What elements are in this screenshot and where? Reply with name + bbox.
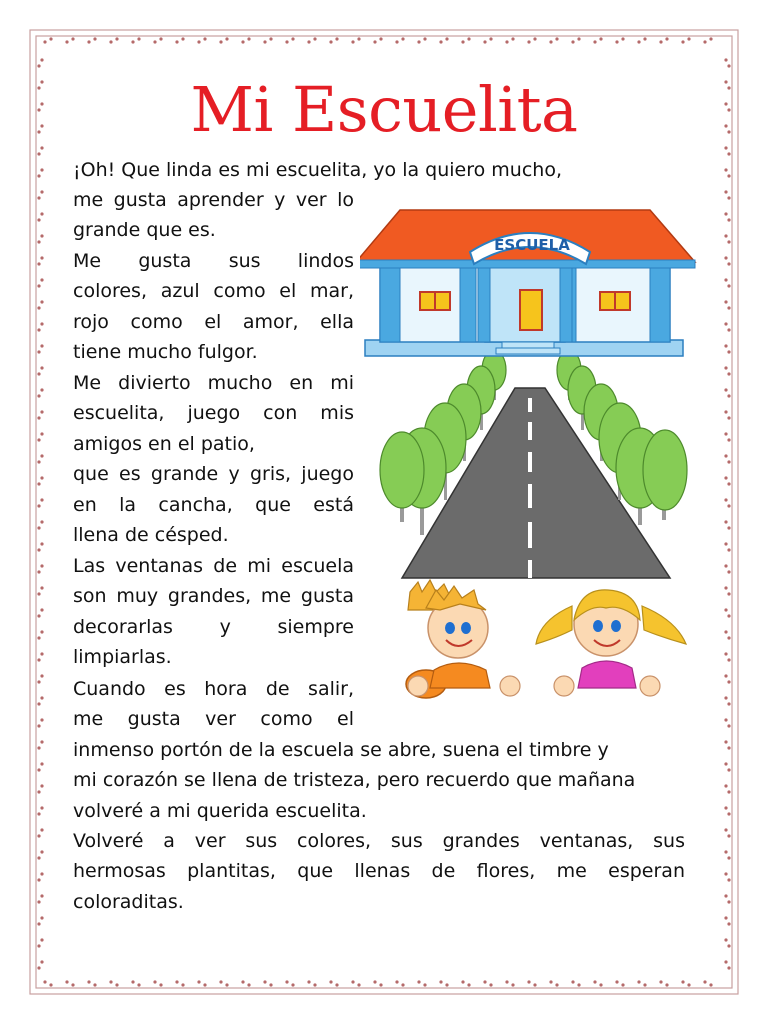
text-line: son muy grandes, me gusta — [73, 585, 354, 608]
paragraph-5 — [73, 674, 354, 735]
paragraph-3 — [73, 368, 354, 550]
text-line: Volveré a ver sus colores, sus grandes ventanas, sus — [73, 830, 685, 852]
text-line: inmenso portón de la escuela se abre, suena el timbre y — [73, 739, 609, 761]
text-line: decorarlas y siempre — [73, 615, 354, 638]
text-line: me gusta ver como el — [73, 708, 354, 731]
text-line: Las ventanas de mi escuela — [73, 555, 354, 577]
paragraph-6 — [73, 826, 685, 917]
text-line: tiene mucho fulgor. — [73, 341, 258, 364]
text-line: coloraditas. — [73, 890, 184, 913]
text-line: me gusta aprender y ver lo — [73, 189, 354, 211]
text-line: limpiarlas. — [73, 646, 172, 669]
girl-character-image — [536, 590, 686, 696]
school-sign-text: ESCUELA — [494, 236, 570, 254]
text-line: llena de césped. — [73, 524, 229, 547]
text-line: que es grande y gris, juego — [73, 463, 354, 486]
text-line: en la cancha, que está — [73, 493, 354, 516]
boy-character-image — [406, 580, 520, 698]
text-line: grande que es. — [73, 219, 216, 242]
text-line: ¡Oh! Que linda es mi escuelita, yo la quiero mucho, — [73, 159, 562, 181]
paragraph-5-cont — [73, 735, 685, 826]
text-line: amigos en el patio, — [73, 432, 255, 455]
paragraph-1-intro — [73, 155, 693, 185]
text-line: mi corazón se llena de tristeza, pero recuerdo que mañana — [73, 769, 636, 792]
text-line: rojo como el amor, ella — [73, 310, 354, 333]
text-line: Me divierto mucho en mi — [73, 372, 354, 394]
school-building-image — [360, 210, 695, 356]
text-line: Cuando es hora de salir, — [73, 678, 354, 700]
paragraph-4 — [73, 551, 354, 673]
text-line: Me gusta sus lindos — [73, 250, 354, 272]
text-line: colores, azul como el mar, — [73, 280, 354, 303]
paragraph-1-cont — [73, 185, 354, 246]
school-illustration — [360, 200, 700, 700]
text-line: hermosas plantitas, que llenas de flores, me esperan — [73, 860, 685, 883]
page-title: Mi Escuelita — [190, 73, 578, 146]
text-line: escuelita, juego con mis — [73, 402, 354, 425]
paragraph-2 — [73, 246, 354, 368]
text-line: volveré a mi querida escuelita. — [73, 799, 367, 822]
